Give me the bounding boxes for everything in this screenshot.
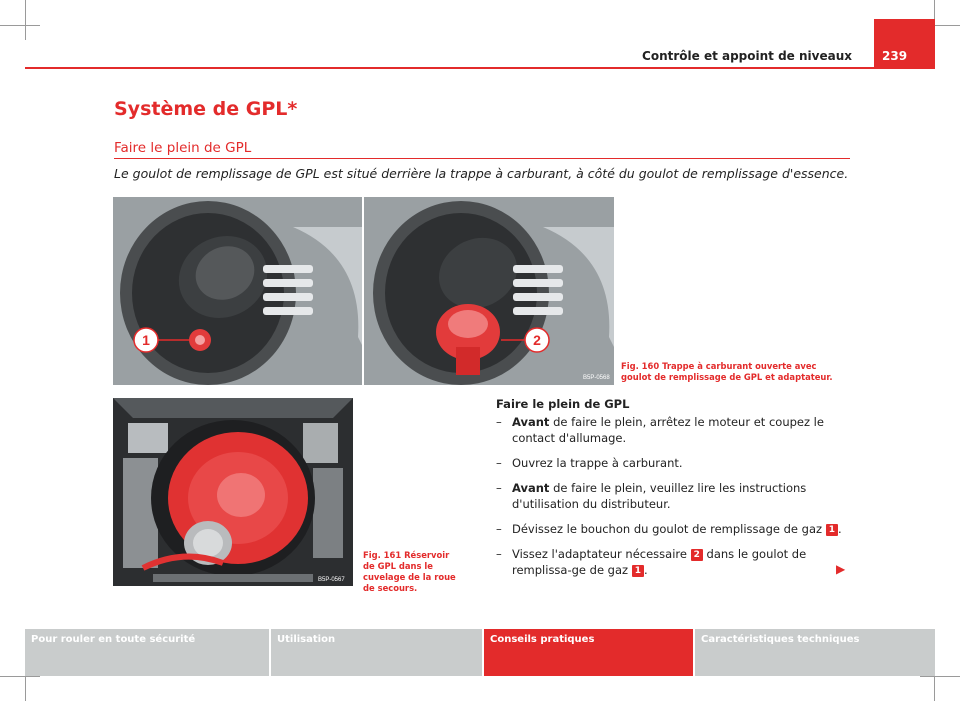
callout-1: 1 [142, 332, 150, 348]
list-item: – Dévissez le bouchon du goulot de remplissage de gaz 1 . [496, 522, 842, 536]
footer-tab-technical-specs[interactable]: Caractéristiques techniques [695, 629, 935, 676]
crop-mark [0, 25, 40, 26]
dash-bullet: – [496, 481, 502, 495]
fuel-flap-right [364, 197, 614, 385]
triangle-right-icon: ▶ [836, 562, 846, 576]
dash-bullet: – [496, 547, 502, 561]
instruction-list [496, 414, 856, 587]
callout-badge: 1 [632, 565, 644, 577]
list-item: – Ouvrez la trappe à carburant. [496, 456, 683, 470]
page-number: 239 [882, 49, 908, 63]
figure-161-image [113, 398, 353, 586]
figure-161-caption: Fig. 161 Réservoir de GPL dans le cuvelage de la roue de secours. [363, 550, 456, 593]
intro-text: Le goulot de remplissage de GPL est situé derrière la trappe à carburant, à côté du goulot de remplissage d'essence. [114, 166, 849, 181]
running-header: Contrôle et appoint de niveaux [642, 49, 852, 63]
callout-badge: 2 [691, 549, 703, 561]
list-item: – Avant de faire le plein, veuillez lire les instructions d'utilisation du distributeur. [496, 481, 807, 511]
header-rule [25, 67, 935, 69]
footer-tab-usage[interactable]: Utilisation [271, 629, 482, 676]
crop-mark [920, 676, 960, 677]
crop-mark [0, 676, 40, 677]
dash-bullet: – [496, 415, 502, 429]
figure-code: B5P-0568 [583, 375, 610, 381]
callout-badge: 1 [826, 524, 838, 536]
dash-bullet: – [496, 522, 502, 536]
callout-2: 2 [533, 332, 541, 348]
crop-mark [25, 0, 26, 40]
figure-160-caption: Fig. 160 Trappe à carburant ouverte avec goulot de remplissage de GPL et adaptateur. [621, 361, 833, 382]
footer-tab-practical-tips[interactable]: Conseils pratiques [484, 629, 693, 676]
dash-bullet: – [496, 456, 502, 470]
list-item: – Avant de faire le plein, arrêtez le moteur et coupez le contact d'allumage. [496, 415, 824, 445]
figure-160-image [113, 197, 614, 385]
list-item: – Vissez l'adaptateur nécessaire 2 dans le goulot de remplissa-ge de gaz 1 . [496, 547, 807, 577]
instructions-title: Faire le plein de GPL [496, 397, 630, 411]
subsection-rule [114, 158, 850, 159]
subsection-title: Faire le plein de GPL [114, 140, 252, 156]
footer-tab-safety[interactable]: Pour rouler en toute sécurité [25, 629, 269, 676]
figure-code: B5P-0567 [318, 577, 345, 583]
fuel-flap-left [113, 197, 363, 385]
section-title: Système de GPL* [114, 98, 298, 120]
